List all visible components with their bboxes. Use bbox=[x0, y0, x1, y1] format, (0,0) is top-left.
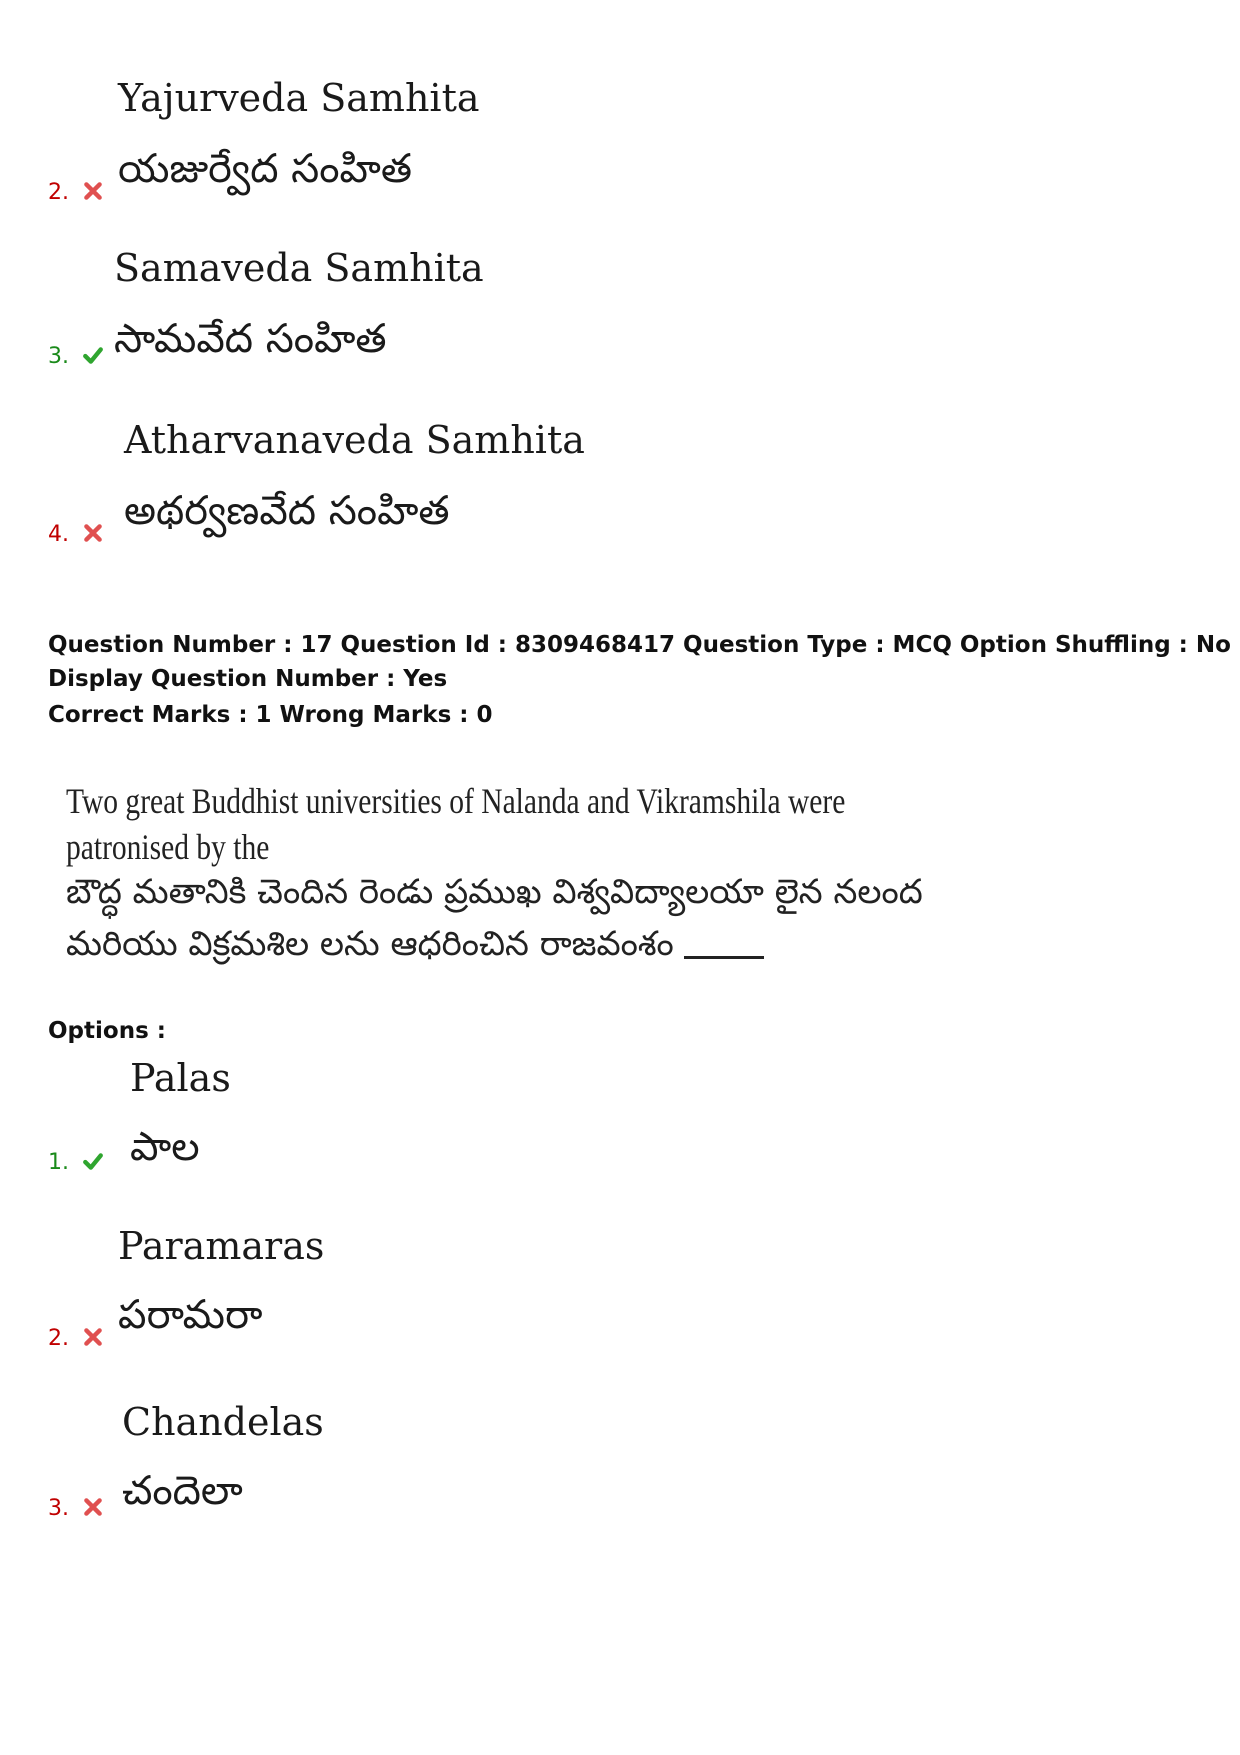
option-number bbox=[48, 180, 104, 205]
option-number-label: 1. bbox=[48, 1150, 69, 1175]
check-mark-icon bbox=[82, 1150, 104, 1172]
question-marks: Correct Marks : 1 Wrong Marks : 0 bbox=[48, 702, 493, 728]
option-number bbox=[48, 1150, 104, 1175]
question-text-te-line2-text: మరియు విక్రమశిల లను ఆధరించిన రాజవంశం bbox=[66, 924, 674, 964]
option-number-label: 3. bbox=[48, 1496, 69, 1521]
question-meta: Question Number : 17 Question Id : 8309468417 Question Type : MCQ Option Shuffling : No bbox=[48, 632, 1231, 658]
cross-mark-icon bbox=[82, 1496, 104, 1518]
option-number-label: 4. bbox=[48, 522, 69, 547]
cross-mark-icon bbox=[82, 522, 104, 544]
option-number bbox=[48, 522, 104, 547]
option-text-en: Palas bbox=[130, 1056, 231, 1100]
cross-mark-icon bbox=[82, 1326, 104, 1348]
option-number-label: 2. bbox=[48, 180, 69, 205]
option-text-te: అథర్వణవేద సంహిత bbox=[124, 488, 450, 534]
question-display-number: Display Question Number : Yes bbox=[48, 666, 448, 692]
question-text-en-line2: patronised by the bbox=[66, 827, 270, 867]
check-mark-icon bbox=[82, 344, 104, 366]
question-text-en-line1: Two great Buddhist universities of Nalanda and Vikramshila were bbox=[66, 781, 846, 821]
option-text-en: Atharvanaveda Samhita bbox=[124, 418, 585, 462]
option-number bbox=[48, 344, 104, 369]
option-text-te: పాల bbox=[130, 1124, 200, 1170]
option-text-en: Samaveda Samhita bbox=[114, 246, 484, 290]
option-text-en: Paramaras bbox=[118, 1224, 325, 1268]
option-text-te: పరామరా bbox=[118, 1292, 263, 1338]
question-text-te-line2 bbox=[66, 924, 764, 972]
answer-blank bbox=[684, 956, 764, 959]
question-text-te-line1: బౌద్ధ మతానికి చెందిన రెండు ప్రముఖ విశ్వవిద్యాలయా లైన నలంద bbox=[66, 872, 923, 912]
option-text-te: యజుర్వేద సంహిత bbox=[118, 146, 412, 192]
option-number-label: 2. bbox=[48, 1326, 69, 1351]
option-number bbox=[48, 1326, 104, 1351]
option-text-en: Yajurveda Samhita bbox=[118, 76, 480, 120]
option-number-label: 3. bbox=[48, 344, 69, 369]
option-text-te: సామవేద సంహిత bbox=[114, 316, 387, 362]
cross-mark-icon bbox=[82, 180, 104, 202]
option-text-te: చందెలా bbox=[122, 1468, 243, 1514]
option-text-en: Chandelas bbox=[122, 1400, 324, 1444]
option-number bbox=[48, 1496, 104, 1521]
options-label: Options : bbox=[48, 1018, 166, 1044]
